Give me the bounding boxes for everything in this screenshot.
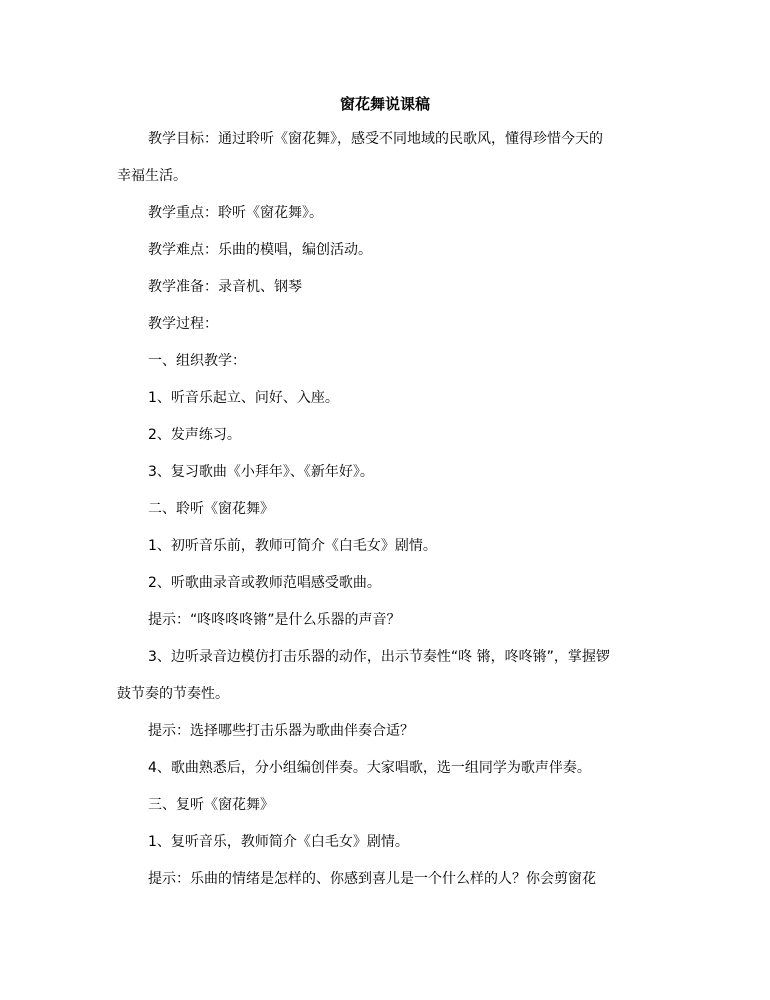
section-heading-3: 三、复听《窗花舞》 bbox=[148, 797, 274, 813]
paragraph-difficulty: 教学难点：乐曲的模唱，编创活动。 bbox=[148, 242, 372, 258]
section-heading-2: 二、聆听《窗花舞》 bbox=[148, 501, 274, 517]
paragraph-objective: 教学目标：通过聆听《窗花舞》，感受不同地域的民歌风，懂得珍惜今天的 bbox=[148, 131, 603, 147]
paragraph-process-heading: 教学过程： bbox=[148, 316, 218, 332]
paragraph-preparation: 教学准备：录音机、钢琴 bbox=[148, 279, 302, 295]
document-title: 窗花舞说课稿 bbox=[339, 95, 430, 113]
list-item: 4、歌曲熟悉后，分小组编创伴奏。大家唱歌，选一组同学为歌声伴奏。 bbox=[148, 760, 591, 776]
hint-text: 提示：乐曲的情绪是怎样的、你感到喜儿是一个什么样的人？你会剪窗花 bbox=[148, 871, 596, 887]
list-item: 1、复听音乐，教师简介《白毛女》剧情。 bbox=[148, 834, 409, 850]
list-item: 2、听歌曲录音或教师范唱感受歌曲。 bbox=[148, 575, 381, 591]
list-item-continued: 鼓节奏的节奏性。 bbox=[117, 686, 229, 702]
paragraph-objective-continued: 幸福生活。 bbox=[117, 168, 187, 184]
paragraph-key-point: 教学重点：聆听《窗花舞》。 bbox=[148, 205, 323, 221]
list-item: 1、听音乐起立、问好、入座。 bbox=[148, 390, 339, 406]
hint-text: 提示：选择哪些打击乐器为歌曲伴奏合适？ bbox=[148, 723, 414, 739]
list-item: 1、初听音乐前，教师可简介《白毛女》剧情。 bbox=[148, 538, 437, 554]
list-item: 3、边听录音边模仿打击乐器的动作，出示节奏性“咚 锵，咚咚锵”，掌握锣 bbox=[148, 649, 610, 665]
section-heading-1: 一、组织教学： bbox=[148, 353, 246, 369]
list-item: 3、复习歌曲《小拜年》、《新年好》。 bbox=[148, 464, 374, 480]
list-item: 2、发声练习。 bbox=[148, 427, 241, 443]
hint-text: 提示：“咚咚咚咚锵”是什么乐器的声音？ bbox=[148, 612, 401, 628]
